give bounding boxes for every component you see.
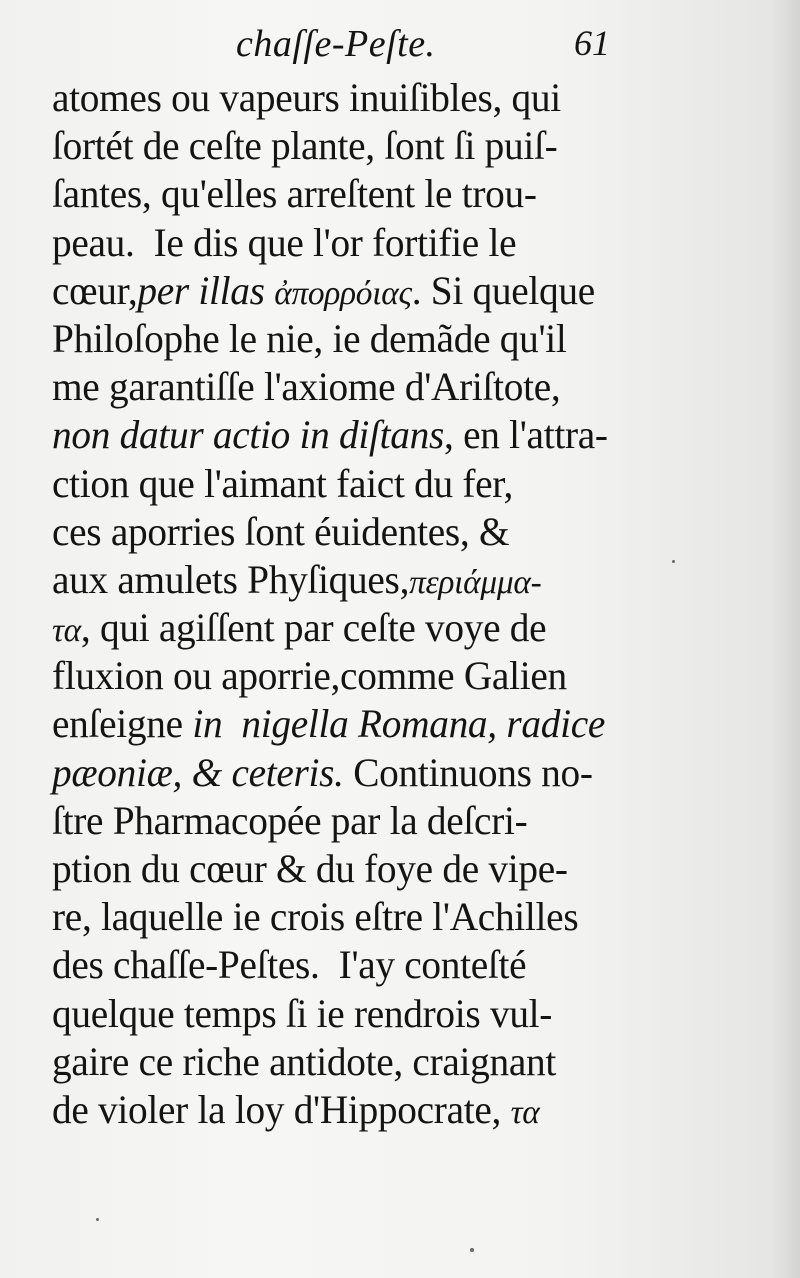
roman-text: peau. Ie dis que l'or fortifie le — [52, 219, 517, 265]
text-line — [52, 170, 622, 218]
roman-text: des chaſſe-Peſtes. I'ay conteſté — [52, 942, 527, 988]
italic-text: non datur actio in diſtans — [52, 412, 445, 458]
text-line — [52, 122, 622, 170]
text-line — [52, 652, 622, 700]
roman-text: de violer la loy d'Hippocrate, — [52, 1086, 511, 1132]
roman-text: , qui agiſſent par ceſte voye de — [80, 605, 547, 651]
roman-text: ction que l'aimant faict du fer, — [52, 460, 514, 506]
text-line — [52, 219, 622, 267]
roman-text: me garantiſſe l'axiome d'Ariſtote, — [52, 364, 561, 410]
text-line — [52, 508, 622, 556]
roman-text: ſtre Pharmacopée par la deſcri- — [52, 797, 528, 843]
roman-text: gaire ce riche antidote, craignant — [52, 1038, 557, 1084]
text-line — [52, 411, 622, 459]
text-line — [52, 267, 622, 315]
greek-text: τα — [510, 1093, 540, 1131]
page-header — [0, 18, 800, 74]
roman-text: ption du cœur & du foye de vipe- — [52, 846, 568, 891]
text-line — [52, 1086, 622, 1134]
text-line — [52, 700, 622, 748]
roman-text: cœur, — [52, 267, 138, 313]
paper-speck — [672, 560, 675, 563]
text-line — [52, 556, 622, 604]
text-line — [52, 363, 622, 411]
running-head: chaſſe-Peſte. — [236, 23, 436, 65]
roman-text: quelque temps ſi ie rendrois vul- — [52, 990, 553, 1036]
roman-text: . Si quelque — [411, 267, 595, 313]
text-line — [52, 460, 622, 508]
roman-text: , en l'attra- — [444, 412, 608, 458]
greek-text: ἀπορρόιας — [274, 274, 412, 312]
text-line — [52, 797, 622, 845]
text-line — [52, 990, 622, 1038]
text-line — [52, 315, 622, 363]
greek-text: τα — [52, 612, 81, 650]
italic-text: in nigella Romana, radice — [192, 701, 606, 747]
text-line — [52, 845, 622, 893]
paper-speck — [470, 1248, 474, 1252]
roman-text: Philoſophe le nie, ie demãde qu'il — [52, 315, 567, 361]
roman-text: ces aporries ſont éuidentes, & — [52, 508, 510, 554]
roman-text: enſeigne — [52, 701, 193, 747]
page-number: 61 — [574, 23, 610, 63]
text-line — [52, 749, 622, 797]
roman-text: re, laquelle ie crois eſtre l'Achilles — [52, 894, 579, 940]
roman-text: ſortét de ceſte plante, ſont ſi puiſ- — [52, 123, 558, 169]
text-line — [52, 941, 622, 989]
body-text — [52, 74, 632, 1134]
text-line — [52, 1038, 622, 1086]
roman-text: Continuons no- — [343, 749, 593, 795]
italic-text: pæoniæ, & ceteris. — [52, 749, 344, 795]
paper-speck — [96, 1218, 99, 1221]
page-gutter-shadow — [770, 0, 800, 1278]
roman-text: atomes ou vapeurs inuiſibles, qui — [52, 75, 561, 120]
italic-text: per illas — [137, 267, 275, 313]
greek-text: περιάμμα- — [409, 563, 542, 601]
text-line — [52, 893, 622, 941]
text-line — [52, 604, 622, 652]
text-line — [52, 74, 622, 122]
roman-text: fluxion ou aporrie,comme Galien — [52, 653, 567, 699]
roman-text: aux amulets Phyſiques, — [52, 556, 410, 602]
roman-text: ſantes, qu'elles arreſtent le trou- — [52, 171, 537, 217]
